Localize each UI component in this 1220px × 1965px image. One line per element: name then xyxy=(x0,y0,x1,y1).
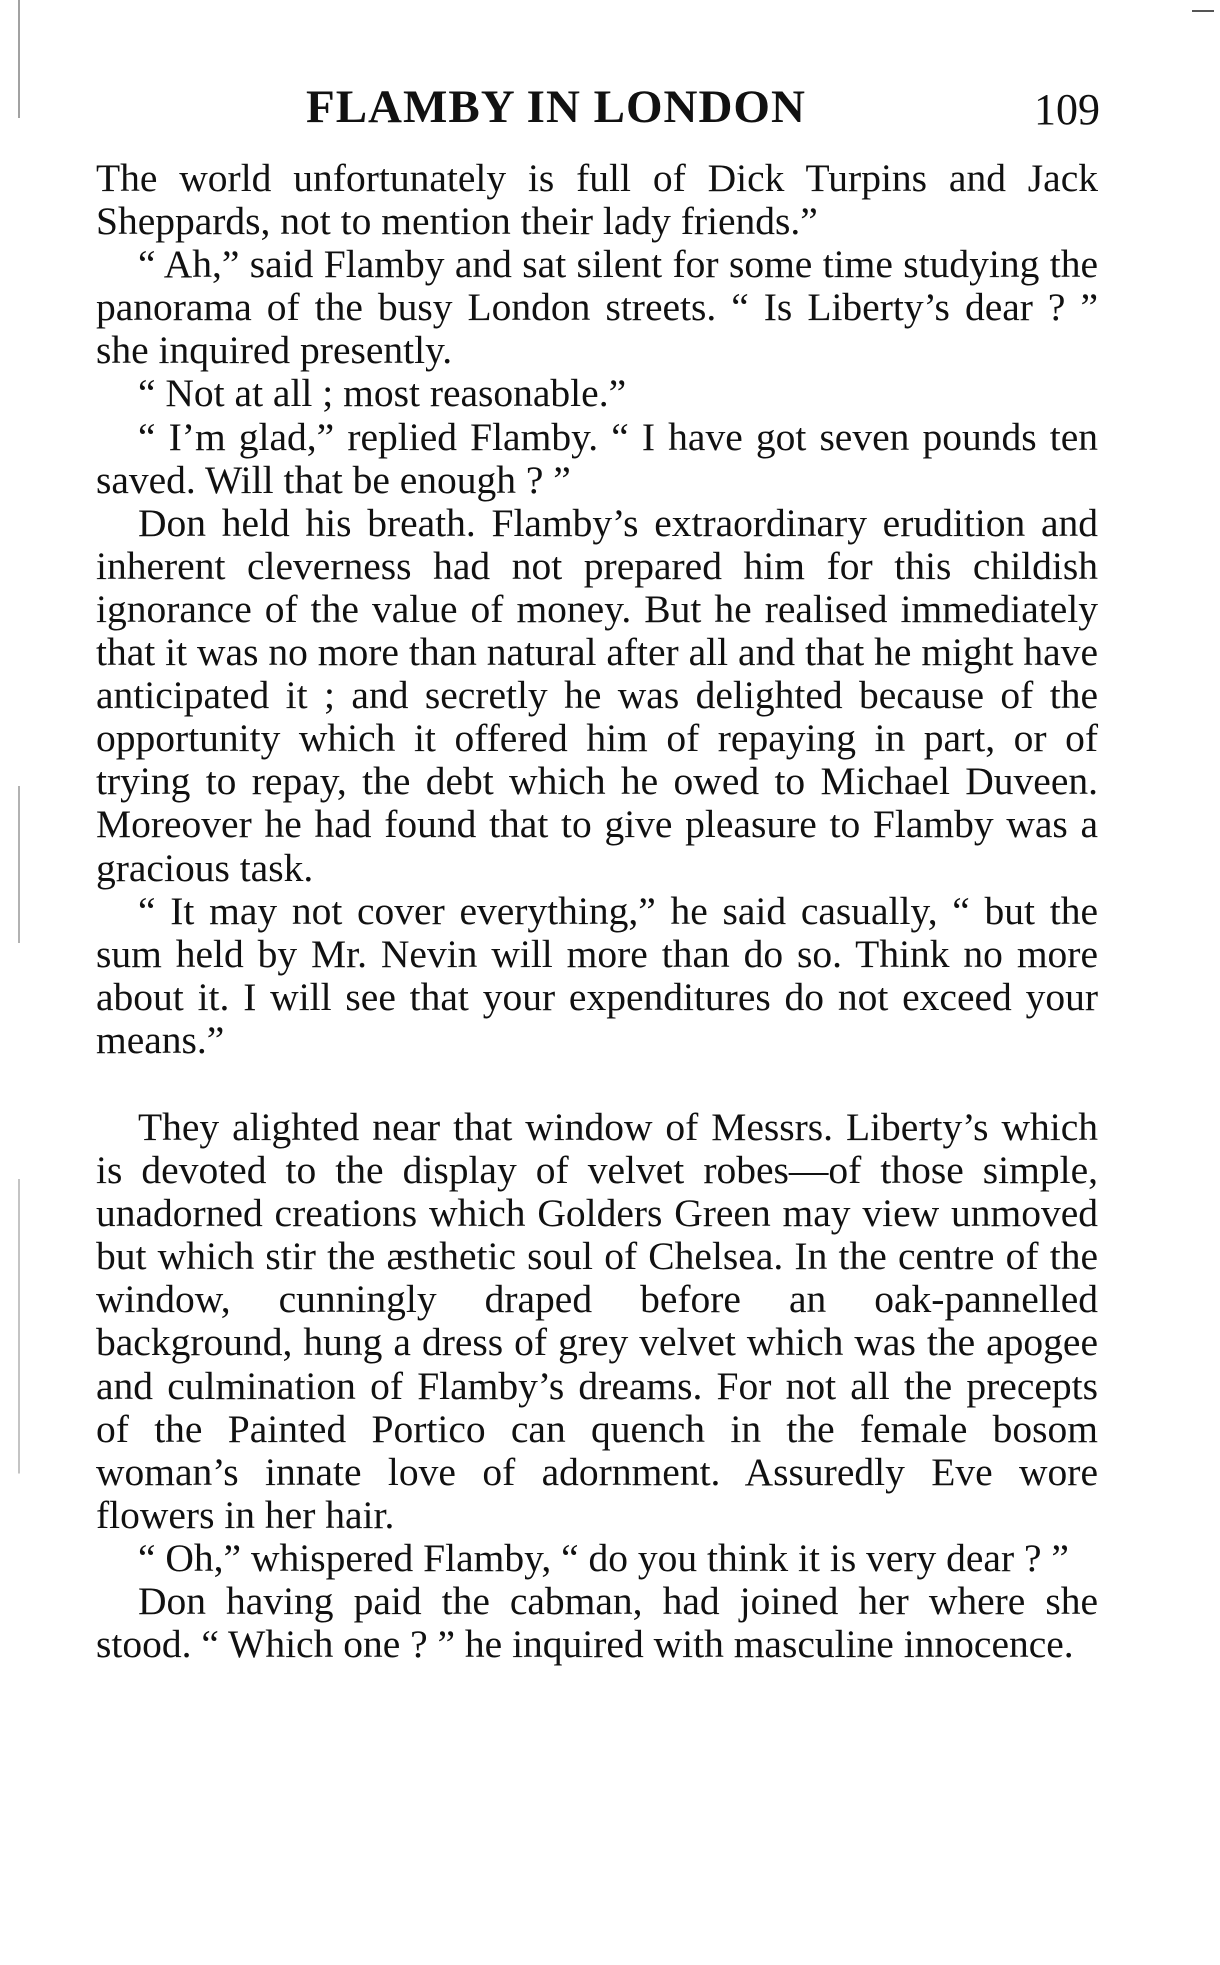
section-break xyxy=(96,1062,1098,1106)
paragraph: “ Oh,” whispered Flamby, “ do you think it is very dear ? ” xyxy=(138,1535,1069,1580)
paragraph: “ Ah,” said Flamby and sat silent for some time studying the panorama of the busy London streets. “ Is Liberty’s dear ? ” she inquired presently. xyxy=(96,242,1098,373)
paragraph: They alighted near that window of Messrs. Liberty’s which is devoted to the display of velvet robes—of those simple, unadorned creations which Golders Green may view unmoved but which stir the æsthetic soul of Chelsea. In the centre of the window, cunningly draped before an oak-pannelled background, hung a dress of grey velvet which was the apogee and culmination of Flamby’s dreams. For not all the precepts of the Painted Portico can quench in the female bosom woman’s innate love of adornment. Assuredly Eve wore flowers in her hair. xyxy=(96,1104,1098,1537)
paragraph: Don held his breath. Flamby’s extraordinary erudition and inherent cleverness had not prepared him for this childish ignorance of the value of money. But he realised immediately that it was no more than natural after all and that he might have anticipated it ; and secretly he was delighted because of the opportunity which it offered him of repaying in part, or of trying to repay, the debt which he owed to Michael Duveen. Moreover he had found that to give pleasure to Flamby was a gracious task. xyxy=(96,500,1098,890)
paragraph: The world unfortunately is full of Dick Turpins and Jack Sheppards, not to mention their lady friends.” xyxy=(96,156,1098,244)
paragraph: “ Not at all ; most reasonable.” xyxy=(138,371,627,416)
page-edge-right xyxy=(1192,10,1214,16)
body-text xyxy=(96,157,1098,1666)
page-edge-left xyxy=(18,0,20,1965)
page-number: 109 xyxy=(1034,85,1100,134)
running-head xyxy=(96,80,1100,140)
paragraph: “ It may not cover everything,” he said casually, “ but the sum held by Mr. Nevin will more than do so. Think no more about it. I will see that your expenditures do not exceed your means.” xyxy=(96,888,1098,1062)
page-title: FLAMBY IN LONDON xyxy=(306,81,806,133)
paragraph: Don having paid the cabman, had joined her where she stood. “ Which one ? ” he inquired with masculine innocence. xyxy=(96,1579,1098,1667)
paragraph: “ I’m glad,” replied Flamby. “ I have got seven pounds ten saved. Will that be enough ? ” xyxy=(96,414,1098,502)
